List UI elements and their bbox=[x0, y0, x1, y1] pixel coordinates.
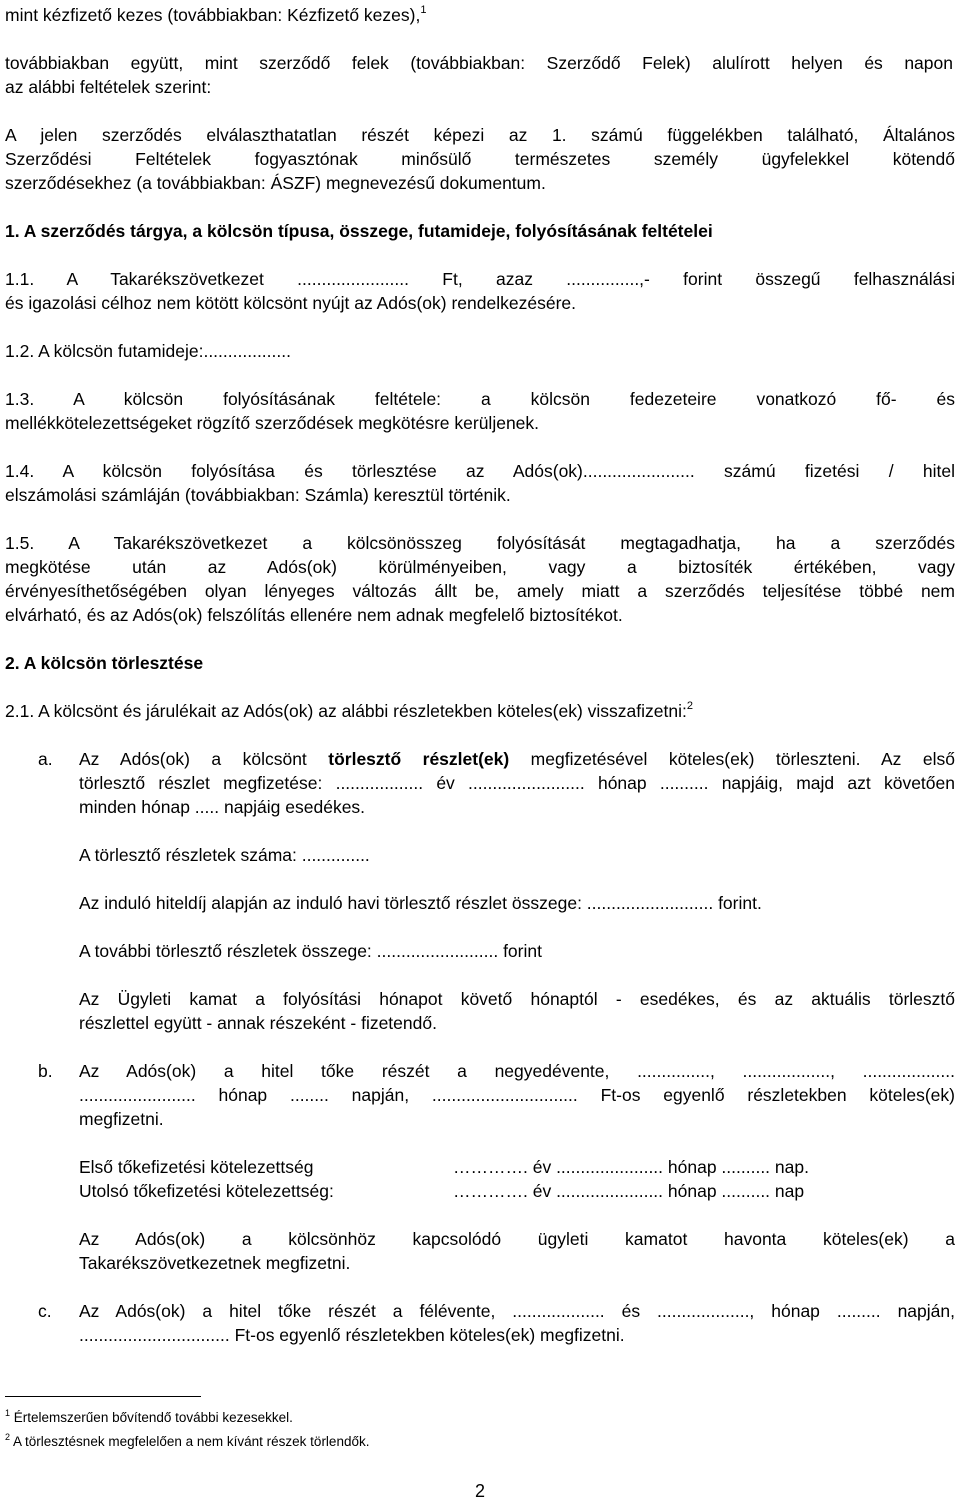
page-number: 2 bbox=[474, 1481, 485, 1501]
text-line: elszámolási számláján (továbbiakban: Számla) keresztül történik. bbox=[5, 485, 511, 505]
text-line: 1.4. A kölcsön folyósítása és törlesztése az Adós(ok)....................... számú fizetési / hitel bbox=[5, 461, 955, 481]
text-line: 1.5. A Takarékszövetkezet a kölcsönösszeg folyósítását megtagadhatja, ha a szerződés bbox=[5, 533, 955, 553]
text-line: A további törlesztő részletek összege: ......................... forint bbox=[79, 941, 542, 961]
text-line: Az Adós(ok) a hitel tőke részét a negyedévente, ..............., .................., ................... bbox=[79, 1061, 955, 1081]
list-marker: a. bbox=[38, 749, 53, 769]
text-line: érvényesíthetőségében olyan lényeges változás állt be, amely miatt a szerződés teljesítése többé nem bbox=[5, 581, 955, 601]
text-line: továbbiakban együtt, mint szerződő felek (továbbiakban: Szerződő Felek) alulírott helyen és napon bbox=[5, 53, 953, 73]
last-payment-label: Utolsó tőkefizetési kötelezettség: bbox=[79, 1181, 334, 1201]
text-line: az alábbi feltételek szerint: bbox=[5, 77, 212, 97]
footnote-separator bbox=[5, 1396, 201, 1397]
text-line: Az Adós(ok) a kölcsönhöz kapcsolódó ügyleti kamatot havonta köteles(ek) a bbox=[79, 1229, 955, 1249]
text-line: ........................ hónap ........ napján, .............................. Ft-os egyenlő részletekben köteles(ek) bbox=[79, 1085, 955, 1105]
footnote: $^2$ A törlesztésnek megfelelően a nem kívánt részek törlendők. bbox=[5, 1432, 370, 1449]
text-line: megkötése után az Adós(ok) körülményeiben, vagy a biztosíték értékében, vagy bbox=[5, 557, 955, 577]
text-line: 2.1. A kölcsönt és járulékait az Adós(ok) az alábbi részletekben köteles(ek) visszafizetni:$^2$ bbox=[5, 700, 693, 721]
first-payment-date: …………. év ...................... hónap .......... nap. bbox=[453, 1157, 809, 1177]
text-line: törlesztő részlet megfizetése: .................. év ........................ hónap .......... napjáig, majd azt követően bbox=[79, 773, 955, 793]
text-line: Az induló hiteldíj alapján az induló havi törlesztő részlet összege: .......................... forint. bbox=[79, 893, 762, 913]
text-line: elvárható, és az Adós(ok) felszólítás ellenére nem adnak megfelelő biztosítékot. bbox=[5, 605, 623, 625]
text-line: mint kézfizető kezes (továbbiakban: Kézfizető kezes),$^1$ bbox=[5, 4, 427, 25]
text-line: A jelen szerződés elválaszthatatlan részét képezi az 1. számú függelékben található, Általános bbox=[5, 125, 955, 145]
footnote-ref: 2 bbox=[686, 700, 693, 712]
footnote: $^1$ Értelemszerűen bővítendő további kezesekkel. bbox=[5, 1408, 293, 1425]
text-line: 1.1. A Takarékszövetkezet ....................... Ft, azaz ...............,- forint összegű felhasználási bbox=[5, 269, 955, 289]
text-line: ............................... Ft-os egyenlő részletekben köteles(ek) megfizetni. bbox=[79, 1325, 625, 1345]
text-line: 1.2. A kölcsön futamideje:.................. bbox=[5, 341, 291, 361]
text-line: mellékkötelezettségeket rögzítő szerződések megkötésre kerüljenek. bbox=[5, 413, 540, 433]
list-marker: c. bbox=[38, 1301, 52, 1321]
text-line: részlettel együtt - annak részeként - fizetendő. bbox=[79, 1013, 437, 1033]
text-line: minden hónap ..... napjáig esedékes. bbox=[79, 797, 366, 817]
first-payment-label: Első tőkefizetési kötelezettség bbox=[79, 1157, 314, 1177]
text-line: 1.3. A kölcsön folyósításának feltétele: a kölcsön fedezeteire vonatkozó fő- és bbox=[5, 389, 955, 409]
text-line: megfizetni. bbox=[79, 1109, 164, 1129]
footnote-ref: 1 bbox=[420, 4, 427, 16]
text-line: Takarékszövetkezetnek megfizetni. bbox=[79, 1253, 351, 1273]
text-line: Szerződési Feltételek fogyasztónak minősülő természetes személy ügyfelekkel kötendő bbox=[5, 149, 955, 169]
section-heading: 1. A szerződés tárgya, a kölcsön típusa, összege, futamideje, folyósításának feltételei bbox=[5, 221, 713, 241]
list-marker: b. bbox=[38, 1061, 53, 1081]
last-payment-date: …………. év ...................... hónap .......... nap bbox=[453, 1181, 805, 1201]
section-heading: 2. A kölcsön törlesztése bbox=[5, 653, 204, 673]
text-line: Az Ügyleti kamat a folyósítási hónapot követő hónaptól - esedékes, és az aktuális törlesztő bbox=[79, 989, 955, 1009]
text-line: Az Adós(ok) a kölcsönt törlesztő részlet(ek) megfizetésével köteles(ek) törleszteni. Az első bbox=[79, 749, 955, 769]
text-line: A törlesztő részletek száma: .............. bbox=[79, 845, 370, 865]
text-line: szerződésekhez (a továbbiakban: ÁSZF) megnevezésű dokumentum. bbox=[5, 173, 546, 193]
text-line: Az Adós(ok) a hitel tőke részét a félévente, ................... és ..................., hónap ......... napján, bbox=[79, 1301, 955, 1321]
text-line: és igazolási célhoz nem kötött kölcsönt nyújt az Adós(ok) rendelkezésére. bbox=[5, 293, 576, 313]
